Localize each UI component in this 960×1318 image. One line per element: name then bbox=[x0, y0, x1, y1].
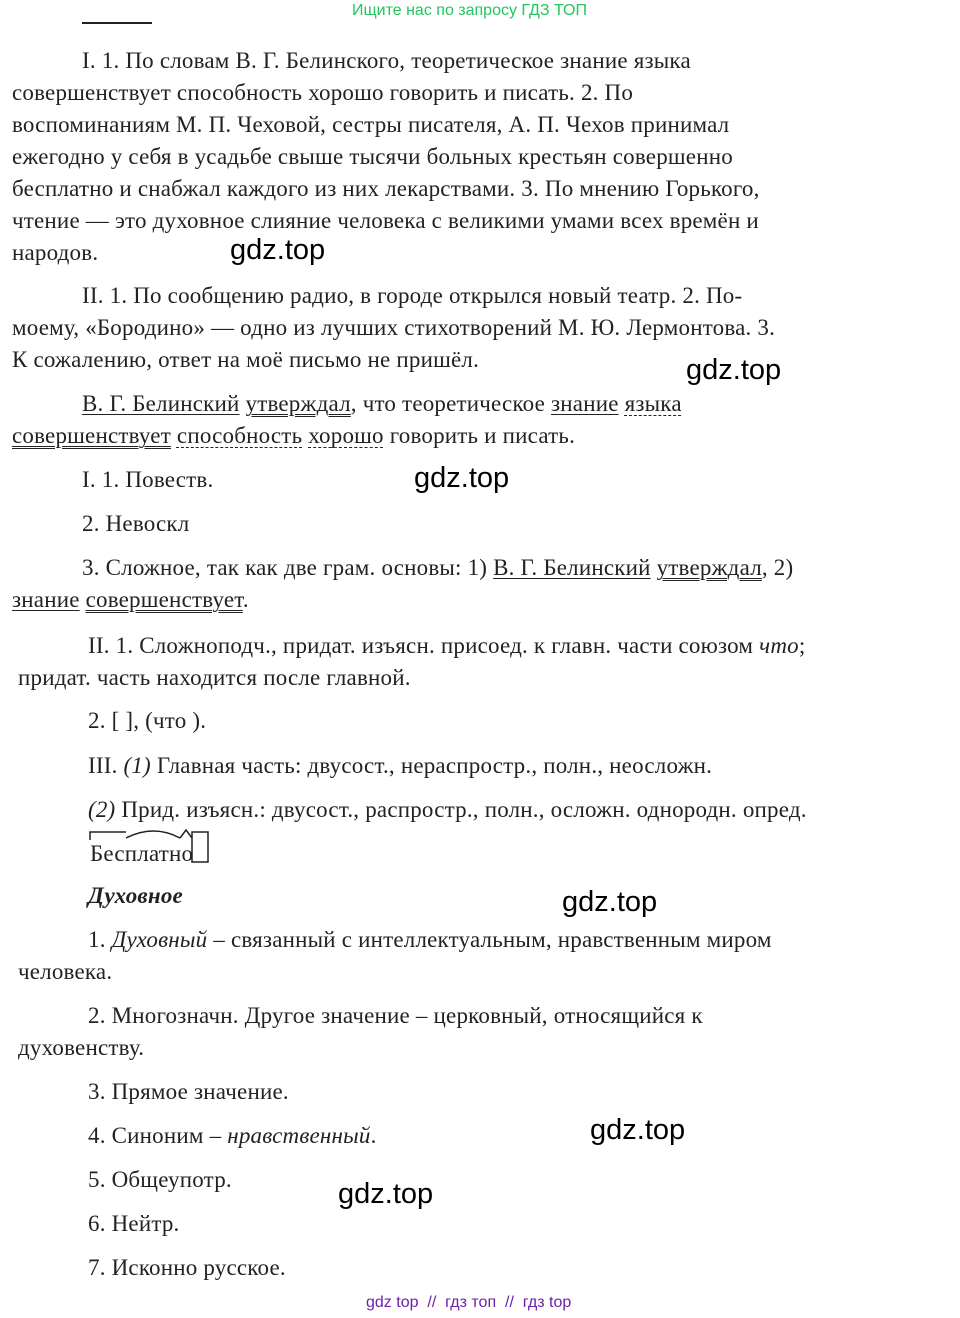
analysis-text: III. bbox=[88, 753, 124, 778]
top-rule bbox=[82, 22, 152, 24]
part1-line5: бесплатно и снабжал каждого из них лекарствами. 3. По мнению Горького, bbox=[12, 176, 760, 201]
analysis-b1-line1 bbox=[88, 630, 805, 662]
part1-line4: ежегодно у себя в усадьбе свыше тысячи больных крестьян совершенно bbox=[12, 144, 733, 169]
object: способность bbox=[176, 423, 303, 448]
conjunction: что bbox=[759, 633, 799, 658]
lex-text: 4. Синоним – bbox=[88, 1123, 228, 1148]
lex-item-4 bbox=[88, 1120, 377, 1152]
lex-title: Духовное bbox=[88, 883, 183, 908]
analysis-text: . bbox=[242, 587, 249, 612]
lex-item-1 bbox=[88, 924, 772, 956]
lex-item-5: 5. Общеупотр. bbox=[88, 1167, 232, 1192]
part-number: (2) bbox=[88, 797, 116, 822]
analysis-b2: 2. [ ], (что ). bbox=[88, 708, 207, 733]
search-banner[interactable]: Ищите нас по запросу ГДЗ ТОП bbox=[352, 2, 587, 19]
part1-line7: народов. bbox=[12, 240, 99, 265]
watermark: gdz.top bbox=[338, 1178, 434, 1210]
part1-line1: I. 1. По словам В. Г. Белинского, теоретическое знание языка bbox=[82, 48, 691, 73]
analysis-text: Прид. изъясн.: двусост., распростр., полн., осложн. однородн. опред. bbox=[115, 797, 807, 822]
watermark: gdz.top bbox=[230, 234, 326, 266]
predicate: утверждал bbox=[245, 391, 351, 416]
analysis-c2 bbox=[88, 794, 807, 826]
analysis-text: Главная часть: двусост., нераспростр., полн., неосложн. bbox=[150, 753, 713, 778]
subject: знание bbox=[12, 587, 80, 612]
watermark: gdz.top bbox=[414, 462, 510, 494]
subject: В. Г. Белинский bbox=[493, 555, 651, 580]
analysis-1: I. 1. Повеств. bbox=[82, 467, 214, 492]
predicate: совершенствует bbox=[85, 587, 243, 612]
analysis-text: II. 1. Сложноподч., придат. изъясн. присоед. к главн. части союзом bbox=[88, 633, 760, 658]
footer-links[interactable]: gdz top // гдз топ // гдз top bbox=[366, 1294, 572, 1311]
analysis-3-line2 bbox=[12, 584, 249, 616]
lex-item-2-line2: духовенству. bbox=[18, 1035, 145, 1060]
part1-line2: совершенствует способность хорошо говорить и писать. 2. По bbox=[12, 80, 634, 105]
analysis-c1 bbox=[88, 750, 712, 782]
analysis-2: 2. Невоскл bbox=[82, 511, 190, 536]
predicate: совершенствует bbox=[12, 423, 171, 448]
analysis-text: ; bbox=[798, 633, 806, 658]
subject: В. Г. Белинский bbox=[82, 391, 240, 416]
sentence-text: говорить и писать. bbox=[383, 423, 576, 448]
part2-line1: II. 1. По сообщению радио, в городе открылся новый театр. 2. По- bbox=[82, 283, 743, 308]
analysis-text: 3. Сложное, так как две грам. основы: 1) bbox=[82, 555, 494, 580]
morph-word: Бесплатно bbox=[90, 841, 194, 866]
part1-line6: чтение — это духовное слияние человека с великими умами всех времён и bbox=[12, 208, 759, 233]
sentence-text: , что теоретическое bbox=[350, 391, 551, 416]
lex-item-1-line2: человека. bbox=[18, 959, 113, 984]
lex-text: 1. bbox=[88, 927, 112, 952]
analysis-3-line1 bbox=[82, 552, 793, 584]
parsed-sentence-line2 bbox=[12, 420, 575, 452]
analysis-text: , 2) bbox=[761, 555, 794, 580]
part-number: (1) bbox=[123, 753, 151, 778]
lex-item-2: 2. Многозначн. Другое значение – церковный, относящийся к bbox=[88, 1003, 703, 1028]
predicate: утверждал bbox=[656, 555, 762, 580]
part2-line3: К сожалению, ответ на моё письмо не пришёл. bbox=[12, 347, 480, 372]
subject: знание bbox=[551, 391, 619, 416]
watermark: gdz.top bbox=[562, 886, 658, 918]
suffix-mark bbox=[180, 830, 192, 838]
lex-item-7: 7. Исконно русское. bbox=[88, 1255, 286, 1280]
adverbial: хорошо bbox=[308, 423, 384, 448]
lex-item-3: 3. Прямое значение. bbox=[88, 1079, 289, 1104]
root-arc bbox=[126, 831, 180, 838]
morpheme-parse bbox=[88, 828, 213, 868]
ending-box bbox=[192, 832, 208, 862]
part2-line2: моему, «Бородино» — одно из лучших стихотворений М. Ю. Лермонтова. 3. bbox=[12, 315, 776, 340]
attribute: языка bbox=[624, 391, 682, 416]
lex-word: нравственный bbox=[227, 1123, 371, 1148]
lex-text: – связанный с интеллектуальным, нравственным миром bbox=[207, 927, 772, 952]
lex-item-6: 6. Нейтр. bbox=[88, 1211, 180, 1236]
watermark: gdz.top bbox=[590, 1114, 686, 1146]
parsed-sentence-line1 bbox=[82, 388, 682, 420]
part1-line3: воспоминаниям М. П. Чеховой, сестры писателя, А. П. Чехов принимал bbox=[12, 112, 730, 137]
analysis-b1-line2: придат. часть находится после главной. bbox=[18, 665, 411, 690]
lex-word: Духовный bbox=[111, 927, 208, 952]
watermark: gdz.top bbox=[686, 354, 782, 386]
lex-text: . bbox=[370, 1123, 377, 1148]
